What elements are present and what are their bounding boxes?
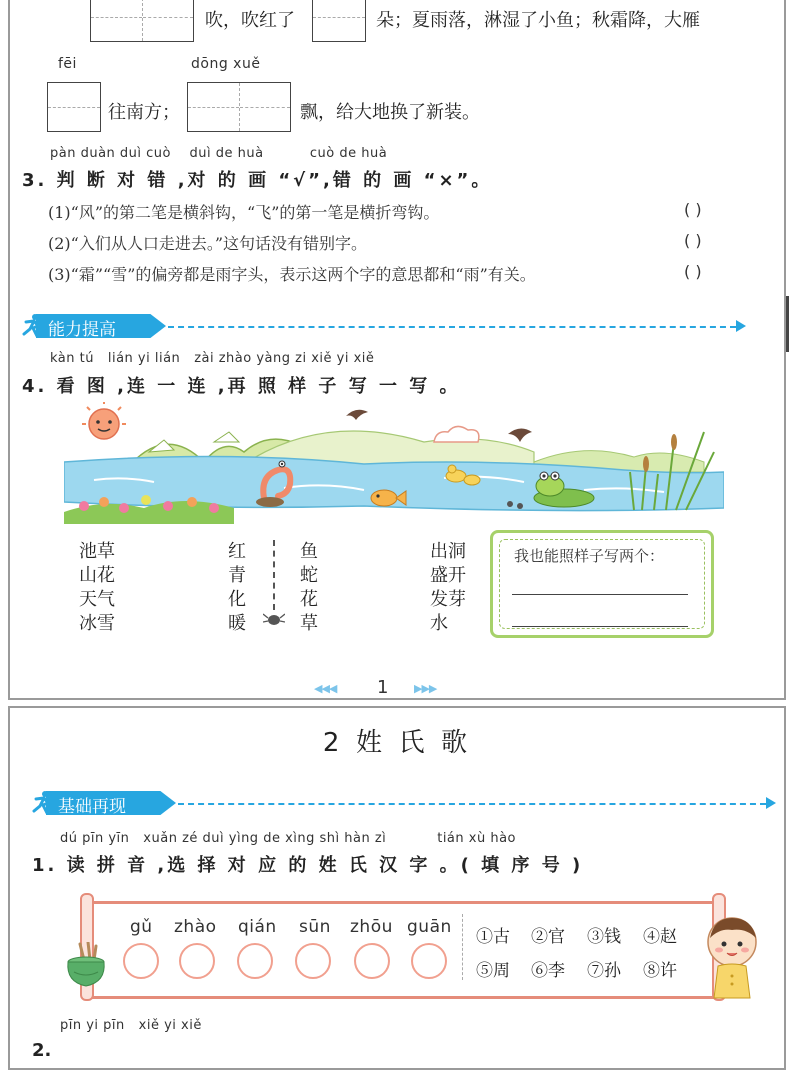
writing-box[interactable] — [187, 82, 291, 132]
word-item: 鱼 — [300, 541, 318, 562]
judge-item: (3)“霜”“雪”的偏旁都是雨字头，表示这两个字的意思都和“雨”有关。 — [48, 265, 536, 284]
answer-circle[interactable] — [295, 943, 331, 979]
fill-text: 吹，吹红了 — [205, 10, 295, 31]
word-item: 草 — [300, 613, 318, 634]
scenery-illustration — [64, 402, 724, 524]
option-item: ⑤周 — [476, 961, 510, 981]
section-title: 基础再现 — [58, 797, 126, 817]
word-item: 天气 — [79, 589, 115, 610]
syllable-label: zhào — [174, 917, 217, 937]
sun-icon — [82, 402, 126, 439]
word-item: 冰雪 — [79, 613, 115, 634]
question-pinyin: dú pīn yīn xuǎn zé duì yìng de xìng shì hàn zì tián xù hào — [60, 831, 516, 846]
word-item: 出洞 — [430, 541, 466, 562]
section-divider — [168, 326, 736, 328]
word-item: 发芽 — [430, 589, 466, 610]
word-item: 池草 — [79, 541, 115, 562]
writing-box[interactable] — [90, 0, 194, 42]
option-item: ①古 — [476, 927, 510, 947]
pinyin-label: dōng xuě — [191, 56, 261, 72]
fill-text: 往南方； — [108, 102, 180, 123]
question-pinyin: pīn yi pīn xiě yi xiě — [60, 1018, 202, 1033]
answer-circle[interactable] — [411, 943, 447, 979]
word-item: 花 — [300, 589, 318, 610]
word-item: 蛇 — [300, 565, 318, 586]
syllable-label: sūn — [299, 917, 331, 937]
syllable-label: qián — [238, 917, 277, 937]
option-item: ③钱 — [587, 927, 621, 947]
fill-text: 朵；夏雨落，淋湿了小鱼；秋霜降，大雁 — [376, 10, 700, 31]
option-item: ⑦孙 — [587, 961, 621, 981]
syllable-label: zhōu — [350, 917, 393, 937]
page-nav-prev-icon: ◀◀◀ — [314, 682, 337, 695]
section-header-basic — [30, 791, 180, 815]
option-item: ②官 — [531, 927, 565, 947]
answer-circle[interactable] — [179, 943, 215, 979]
word-item: 红 — [228, 541, 246, 562]
section-header-ability — [20, 314, 170, 338]
ink-pot-icon — [60, 942, 112, 990]
question-2-title-partial: 2. — [32, 1040, 52, 1061]
example-box-label: 我也能照样子写两个： — [514, 547, 665, 565]
word-item: 暖 — [228, 613, 246, 634]
page-number: 1 — [377, 677, 389, 698]
answer-line[interactable] — [512, 594, 688, 595]
word-item: 青 — [228, 565, 246, 586]
question-pinyin: pàn duàn duì cuò duì de huà cuò de huà — [50, 146, 388, 161]
answer-circle[interactable] — [123, 943, 159, 979]
judge-item: (1)“风”的第二笔是横斜钩，“飞”的第一笔是横折弯钩。 — [48, 203, 440, 222]
section-divider — [178, 803, 766, 805]
question-pinyin: kàn tú lián yi lián zài zhào yàng zi xiě yi xiě — [50, 351, 375, 366]
spider-icon — [263, 610, 285, 628]
answer-circle[interactable] — [237, 943, 273, 979]
answer-paren[interactable]: ( ) — [684, 262, 702, 281]
question-3-title: 3. 判 断 对 错 ,对 的 画 “√”,错 的 画 “×”。 — [22, 170, 493, 191]
option-item: ④赵 — [643, 927, 677, 947]
page-2-panel — [8, 706, 786, 1070]
syllable-label: guān — [407, 917, 452, 937]
syllable-label: gǔ — [130, 917, 153, 937]
arrow-right-icon — [736, 320, 746, 332]
arrow-right-icon — [766, 797, 776, 809]
lesson-title: 2 姓 氏 歌 — [322, 728, 468, 758]
answer-line[interactable] — [512, 626, 688, 627]
page-nav-next-icon: ▶▶▶ — [414, 682, 437, 695]
option-item: ⑥李 — [531, 961, 565, 981]
example-connector-line — [273, 540, 275, 610]
word-item: 山花 — [79, 565, 115, 586]
question-4-title: 4. 看 图 ,连 一 连 ,再 照 样 子 写 一 写 。 — [22, 376, 461, 397]
page-edge-mark — [786, 296, 789, 352]
word-item: 水 — [430, 613, 448, 634]
judge-item: (2)“入们从人口走进去。”这句话没有错别字。 — [48, 234, 368, 253]
answer-paren[interactable]: ( ) — [684, 231, 702, 250]
answer-paren[interactable]: ( ) — [684, 200, 702, 219]
boy-character — [700, 912, 764, 1002]
word-item: 化 — [228, 589, 246, 610]
section-title: 能力提高 — [48, 320, 116, 340]
fill-text: 飘，给大地换了新装。 — [300, 102, 480, 123]
option-item: ⑧许 — [643, 961, 677, 981]
pinyin-label: fēi — [58, 56, 77, 72]
question-1-title: 1. 读 拼 音 ,选 择 对 应 的 姓 氏 汉 字 。( 填 序 号 ) — [32, 855, 584, 876]
answer-circle[interactable] — [354, 943, 390, 979]
word-item: 盛开 — [430, 565, 466, 586]
scroll-divider — [462, 914, 463, 980]
writing-box[interactable] — [47, 82, 101, 132]
writing-box[interactable] — [312, 0, 366, 42]
